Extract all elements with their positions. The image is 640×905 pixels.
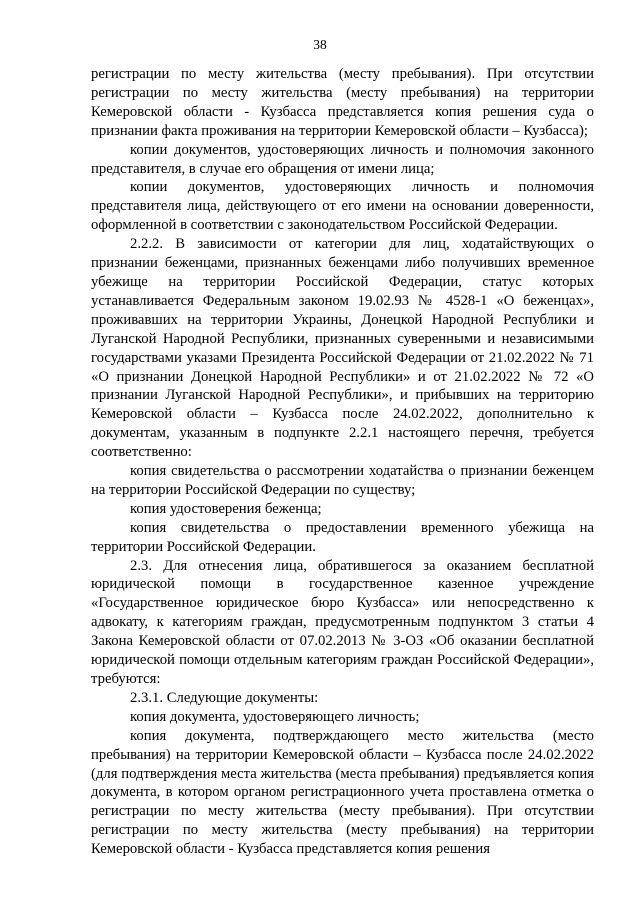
- paragraph: 2.3.1. Следующие документы:: [130, 689, 319, 706]
- paragraph: копии документов, удостоверяющих личность и полномочия законного представителя, в случае его обращения от имени лица;: [91, 141, 594, 177]
- paragraph: копии документов, удостоверяющих личность и полномочия представителя лица, действующего от его имени на основании доверенности, оформленной в соответствии с законодательством Российской Федерации.: [91, 179, 594, 234]
- paragraph: регистрации по месту жительства (месту пребывания). При отсутствии регистрации по месту жительства (месту пребывания) на территории Кемеровской области - Кузбасса представляется копия решения суда о признании факта проживания на территории Кемеровской области – Кузбасса);: [91, 66, 594, 139]
- paragraph: 2.3. Для отнесения лица, обратившегося за оказанием бесплатной юридической помощи в государственное казенное учреждение «Государственное юридическое бюро Кузбасса» или непосредственно к адвокату, к категориям граждан, предусмотренным подпунктом 3 статьи 4 Закона Кемеровской области от 07.02.2013 № 3-ОЗ «Об оказании бесплатной юридической помощи отдельным категориям граждан Российской Федерации», требуются:: [91, 557, 594, 687]
- page-number: 38: [313, 37, 327, 52]
- paragraph: копия документа, удостоверяющего личность;: [130, 708, 420, 725]
- paragraph: 2.2.2. В зависимости от категории для лиц, ходатайствующих о признании беженцами, признанных беженцами либо получивших временное убежище на территории Российской Федерации, статус которых устанавливается Федеральным законом 19.02.93 № 4528-1 «О беженцах», проживавших на территории Украины, Донецкой Народной Республики и Луганской Народной Республики, признанных суверенными и независимыми государствами указами Президента Российской Федерации от 21.02.2022 № 71 «О признании Донецкой Народной Республики» и от 21.02.2022 № 72 «О признании Луганской Народной Республики», и прибывших на территорию Кемеровской области – Кузбасса после 24.02.2022, дополнительно к документам, указанным в подпункте 2.2.1 настоящего перечня, требуется соответственно:: [91, 236, 594, 461]
- paragraph: копия свидетельства о рассмотрении ходатайства о признании беженцем на территории Российской Федерации по существу;: [91, 463, 594, 498]
- document-body: [91, 65, 594, 859]
- paragraph: копия свидетельства о предоставлении временного убежища на территории Российской Федерации.: [91, 519, 594, 555]
- paragraph: копия удостоверения беженца;: [130, 500, 322, 517]
- paragraph: копия документа, подтверждающего место жительства (место пребывания) на территории Кемеровской области – Кузбасса после 24.02.2022 (для подтверждения места жительства (места пребывания) предъявляется копия документа, в котором органом регистрационного учета проставлена отметка о регистрации по месту жительства (месту пребывания). При отсутствии регистрации по месту жительства (месту пребывания) на территории Кемеровской области - Кузбасса представляется копия решения: [91, 727, 594, 858]
